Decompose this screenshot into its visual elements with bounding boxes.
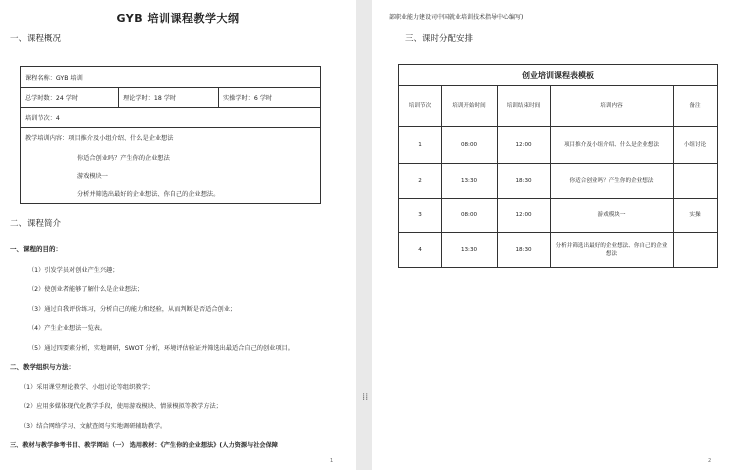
section-schedule: 三、课时分配安排 — [405, 34, 474, 44]
info-row-sessions — [21, 107, 320, 128]
table-cell: 13:30 — [460, 177, 478, 184]
schedule-table — [398, 64, 718, 268]
method-item: （2）应用多媒体现代化教学手段，使用游戏模块、情景模拟等教学方法； — [20, 403, 222, 410]
schedule-title: 创业培训课程表模板 — [399, 65, 717, 86]
methods-heading: 二、教学组织与方法： — [10, 363, 75, 371]
method-item: （1）采用课堂理论教学、小组讨论等组织教学； — [20, 384, 154, 391]
method-item: （3）结合网络学习、文献查阅与实地调研辅助教学。 — [20, 423, 167, 430]
table-cell: 3 — [418, 212, 422, 218]
section-course-intro: 二、课程简介 — [10, 219, 62, 229]
document-page-1 — [0, 0, 356, 470]
table-cell: 2 — [418, 177, 422, 184]
purpose-item: （5）通过四要素分析，实地调研，SWOT 分析，环境评估验证并筛选出最适合自己的创业项目。 — [28, 345, 294, 352]
info-row-name — [21, 67, 320, 88]
header-content: 培训内容 — [600, 102, 623, 109]
page-number: 1 — [330, 458, 334, 464]
table-cell: 实操 — [689, 212, 701, 218]
document-title: GYB 培训课程教学大纲 — [116, 12, 240, 25]
table-cell: 12:00 — [515, 141, 532, 148]
header-start: 培训开始时间 — [452, 102, 486, 109]
table-cell: 你适合创业吗？产生你的企业想法 — [569, 177, 654, 184]
purpose-item: （2）使创业者能够了解什么是企业想法； — [28, 286, 144, 293]
table-cell: 08:00 — [460, 212, 478, 218]
table-cell: 分析并筛选出最好的企业想法、你自己的企业想法 — [555, 242, 668, 257]
section-course-overview: 一、课程概况 — [10, 34, 62, 44]
table-cell: 小组讨论 — [683, 141, 707, 148]
document-page-2 — [372, 0, 731, 470]
header-note: 备注 — [689, 102, 701, 109]
table-cell: 08:00 — [460, 141, 478, 148]
total-hours: 总学时数：24 学时 — [21, 87, 119, 107]
purpose-item: （1）引发学员对创业产生兴趣； — [28, 267, 119, 274]
table-cell: 13:30 — [460, 246, 478, 253]
practice-hours: 实操学时：6 学时 — [223, 94, 273, 102]
page-drag-handle-icon[interactable]: ⁞⁞ — [362, 392, 369, 403]
content-line: 你适合创业吗？产生你的企业想法 — [77, 155, 170, 162]
page-number: 2 — [708, 458, 712, 464]
header-end: 培训结束时间 — [506, 102, 541, 109]
table-cell: 1 — [418, 141, 422, 148]
table-cell: 游戏模块一 — [597, 212, 626, 218]
course-info-box — [20, 66, 321, 204]
table-cell: 18:30 — [515, 246, 532, 253]
header-session: 培训节次 — [408, 102, 432, 109]
table-cell: 项目推介及小组介绍、什么是企业想法 — [563, 141, 660, 148]
info-row-hours — [21, 87, 320, 108]
page2-header-text: 部职业能力建设司中国就业培训技术指导中心编写) — [389, 14, 524, 21]
table-cell — [673, 232, 717, 267]
purpose-heading: 一、课程的目的： — [10, 245, 62, 253]
content-label: 教学培训内容：项目推介及小组介绍、什么是企业想法 — [25, 135, 174, 142]
purpose-item: （4）产生企业想法一览表。 — [28, 325, 107, 332]
table-cell — [673, 163, 717, 198]
materials-line: 三、教材与教学参考书目、教学网站（一） 选用教材：《产生你的企业想法》(人力资源与社会保障 — [10, 442, 278, 449]
table-cell: 4 — [418, 246, 422, 253]
content-line: 分析并筛选出最好的企业想法、你自己的企业想法。 — [77, 191, 220, 198]
purpose-item: （3）通过自我评价练习，分析自己的能力和经验，从而判断是否适合创业； — [28, 306, 237, 313]
table-cell: 18:30 — [515, 177, 532, 184]
theory-hours: 理论学时：18 学时 — [119, 87, 219, 107]
training-sessions: 培训节次：4 — [25, 114, 60, 122]
course-name: 课程名称：GYB 培训 — [25, 74, 83, 82]
table-cell: 12:00 — [515, 212, 532, 218]
content-line: 游戏模块一 — [77, 173, 108, 180]
